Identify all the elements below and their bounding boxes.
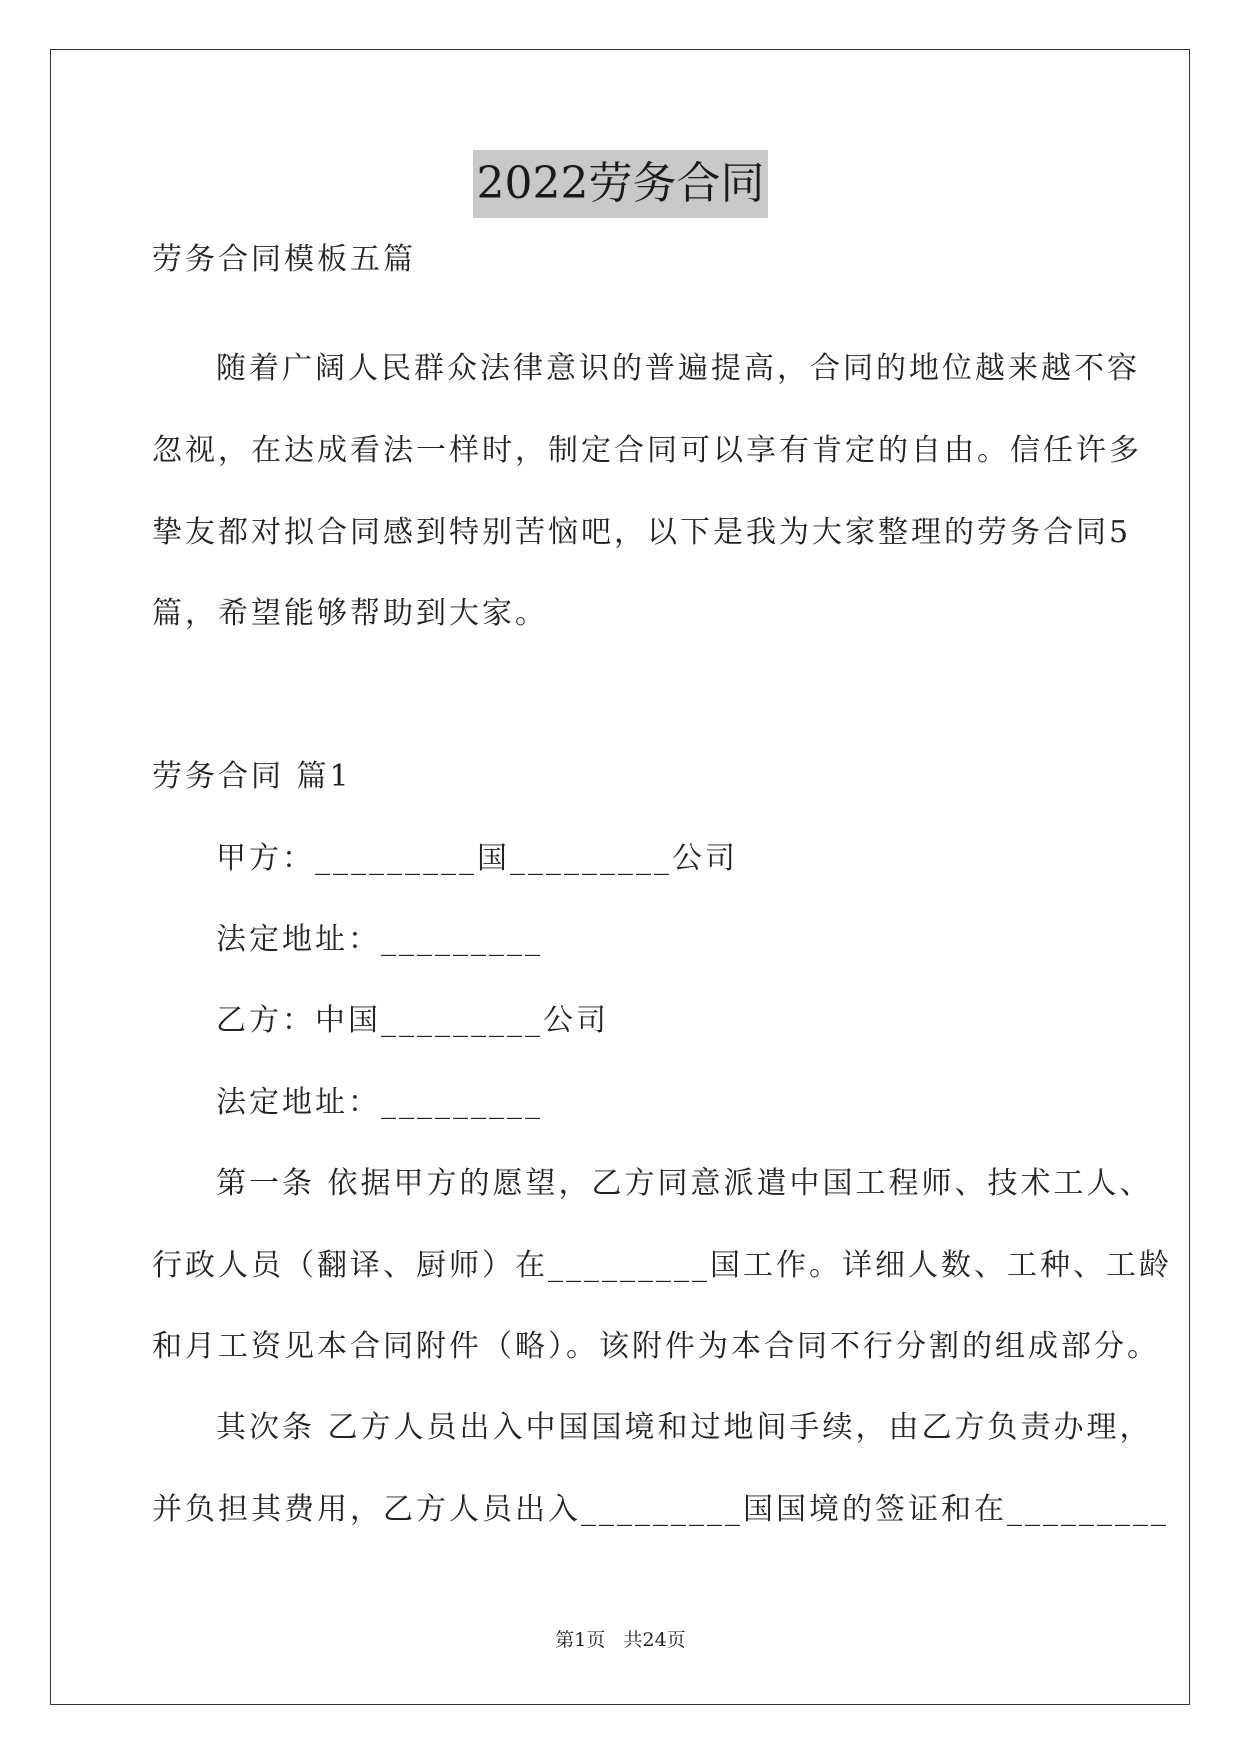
party-b-address: 法定地址：_________	[216, 1085, 543, 1120]
article2-line-2: 并负担其费用，乙方人员出入_________国国境的签证和在_________	[152, 1492, 1169, 1527]
article1-line-1: 第一条 依据甲方的愿望，乙方同意派遣中国工程师、技术工人、	[216, 1166, 1153, 1201]
article2-line-1: 其次条 乙方人员出入中国国境和过地间手续，由乙方负责办理，	[216, 1410, 1153, 1445]
article1-line-2: 行政人员（翻译、厨师）在_________国工作。详细人数、工种、工龄	[152, 1248, 1172, 1283]
intro-line-1: 随着广阔人民群众法律意识的普遍提高，合同的地位越来越不容	[216, 351, 1140, 386]
party-a-line: 甲方：_________国_________公司	[216, 841, 738, 876]
document-title: 2022劳务合同	[473, 150, 769, 218]
intro-line-3: 挚友都对拟合同感到特别苦恼吧，以下是我为大家整理的劳务合同5	[152, 515, 1132, 550]
article1-line-3: 和月工资见本合同附件（略）。该附件为本合同不行分割的组成部分。	[152, 1329, 1160, 1364]
party-a-address: 法定地址：_________	[216, 922, 543, 957]
intro-line-4: 篇，希望能够帮助到大家。	[152, 596, 548, 631]
party-b-line: 乙方：中国_________公司	[216, 1003, 609, 1038]
section-heading: 劳务合同 篇1	[152, 759, 352, 794]
title-container	[0, 150, 1241, 218]
subtitle: 劳务合同模板五篇	[152, 242, 416, 277]
page-number: 第1页 共24页	[555, 1629, 686, 1651]
intro-line-2: 忽视，在达成看法一样时，制定合同可以享有肯定的自由。信任许多	[152, 433, 1142, 468]
